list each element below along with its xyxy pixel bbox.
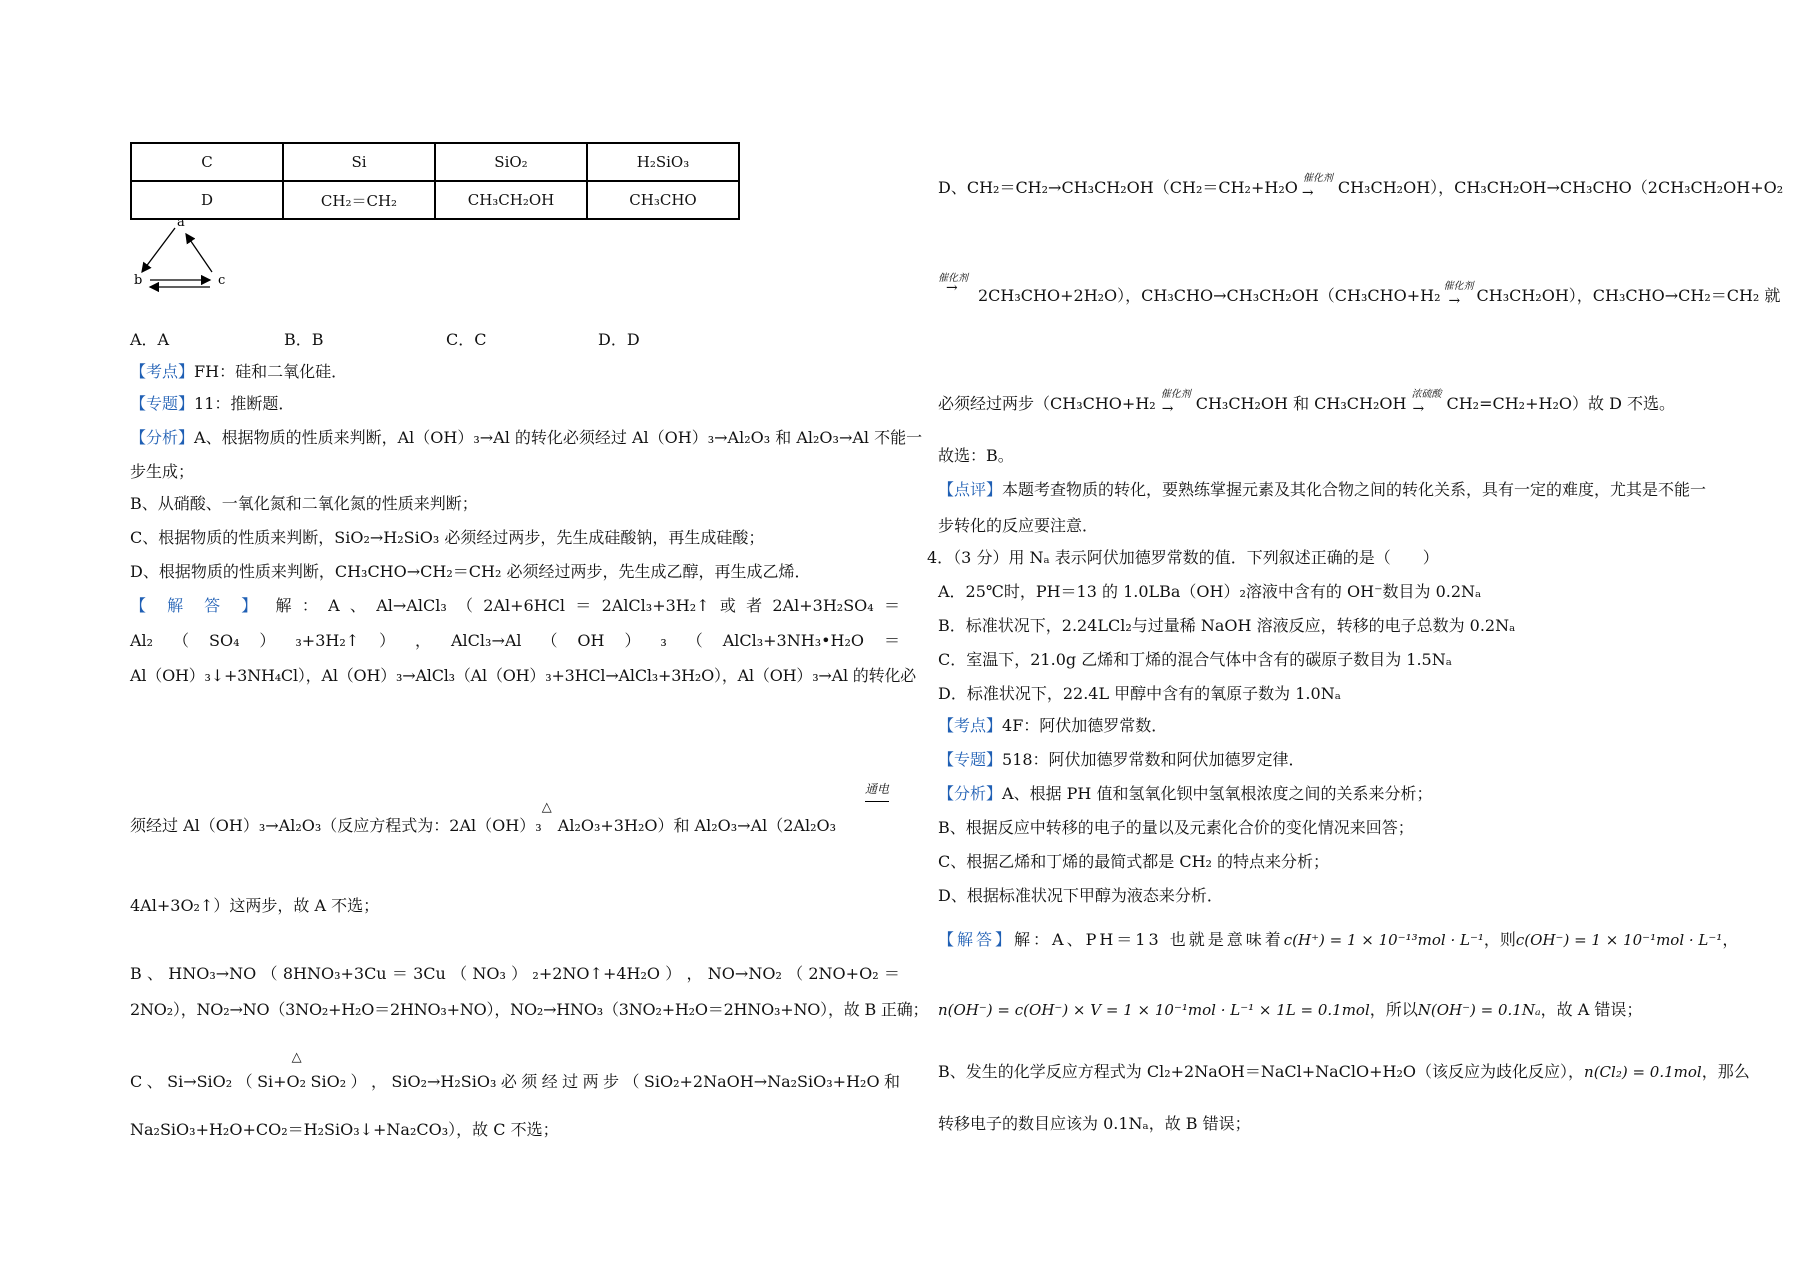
text-token: ，	[415, 631, 432, 650]
text-token: （	[173, 631, 190, 650]
text-token: （	[261, 964, 278, 983]
kaodian-line	[938, 716, 1167, 736]
table-cell: D	[131, 181, 283, 219]
jieda-line-4b: Al₂O₃+3H₂O）和 Al₂O₃→Al（2Al₂O₃	[557, 816, 837, 835]
text-token: 须	[521, 1072, 538, 1091]
zhuanti-tag: 【专题】	[130, 394, 195, 413]
electrolysis-label: 通电	[865, 779, 889, 802]
fenxi-c: C、根据物质的性质来判断，SiO₂→H₂SiO₃ 必须经过两步，先生成硅酸钠，再生成硅酸；	[130, 528, 765, 547]
text-token: 、	[146, 1072, 163, 1091]
text-token: ＝	[883, 631, 900, 650]
catalyst-label: 催化剂	[1443, 281, 1474, 292]
formula-cl2-moles: n(Cl₂) = 0.1mol	[1584, 1063, 1702, 1081]
fenxi-c: C、根据乙烯和丁烯的最简式都是 CH₂ 的特点来分析；	[938, 852, 1330, 871]
table-cell: H₂SiO₃	[587, 143, 739, 181]
right-line-3c: CH₂=CH₂+H₂O）故 D 不选。	[1446, 394, 1675, 413]
text-token: C	[130, 1072, 143, 1091]
zhuanti-text: 11：推断题．	[194, 394, 295, 413]
jieda-line-9: Na₂SiO₃+H₂O+CO₂＝H₂SiO₃↓+Na₂CO₃），故 C 不选；	[130, 1120, 559, 1139]
text-token: 者	[746, 596, 763, 615]
text-token: AlCl₃→Al	[451, 631, 522, 650]
jieda-text-1a: 解：A、PH＝13 也就是意味着	[1014, 930, 1284, 949]
guxuan: 故选：B。	[938, 446, 1014, 465]
text-token: （	[457, 596, 474, 615]
text-token: （	[686, 631, 703, 650]
heat-condition	[257, 1050, 307, 1092]
text-token: ₂+2NO↑+4H₂O	[532, 964, 661, 983]
conversion-table	[130, 142, 740, 220]
right-line-2a: 2CH₃CHO+2H₂O），CH₃CHO→CH₃CH₂OH（CH₃CHO+H₂	[978, 286, 1441, 305]
kaodian-text: 4F：阿伏加德罗常数．	[1002, 716, 1168, 735]
option-b: B．B	[284, 330, 324, 349]
text-token: Al₂	[130, 631, 154, 650]
jieda-line-1	[938, 930, 1738, 950]
table-cell: CH₂＝CH₂	[283, 181, 435, 219]
text-token: ₃+3H₂↑	[295, 631, 360, 650]
right-line-1: D、CH₂＝CH₂→CH₃CH₂OH（CH₂＝CH₂+H₂O 催化剂 → CH₃CH₂OH），CH₃CH₂OH→CH₃CHO（2CH₃CH₂OH+O₂	[938, 178, 1783, 198]
text-token: ：	[301, 596, 318, 615]
text-token: ＝	[883, 964, 900, 983]
formula-oh-moles: n(OH⁻) = c(OH⁻) × V = 1 × 10⁻¹mol · L⁻¹ × 1L = 0.1mol	[938, 1001, 1370, 1019]
kaodian-tag: 【考点】	[938, 716, 1003, 735]
text-token: 解	[275, 596, 292, 615]
catalyst-label: 催化剂	[1160, 389, 1191, 400]
text-token: 和	[883, 1072, 900, 1091]
right-line-3b: CH₃CH₂OH 和 CH₃CH₂OH	[1195, 394, 1407, 413]
text-token: 、	[147, 964, 164, 983]
table-cell: CH₃CH₂OH	[435, 181, 587, 219]
zhuanti-line	[130, 394, 294, 414]
text-token: 必	[500, 1072, 517, 1091]
text-token: AlCl₃+3NH₃•H₂O	[722, 631, 865, 650]
text-token: ）	[511, 964, 528, 983]
text-token: ）	[624, 631, 641, 650]
table-cell: SiO₂	[435, 143, 587, 181]
formula-oh-concentration: c(OH⁻) = 1 × 10⁻¹mol · L⁻¹	[1515, 931, 1723, 949]
fenxi-d: D、根据标准状况下甲醇为液态来分析．	[938, 886, 1223, 905]
fenxi-line	[938, 784, 1432, 804]
text-token: SiO₂→H₂SiO₃	[391, 1072, 497, 1091]
q4-option-b: B．标准状况下，2.24LCl₂与过量稀 NaOH 溶液反应，转移的电子总数为 0.2Nₐ	[938, 616, 1516, 635]
right-line-2b: CH₃CH₂OH），CH₃CHO→CH₂＝CH₂ 就	[1476, 286, 1781, 305]
right-line-2: → 2CH₃CHO+2H₂O），CH₃CHO→CH₃CH₂OH（CH₃CHO+H₂ 催化剂 → CH₃CH₂OH），CH₃CHO→CH₂＝CH₂ 就	[938, 286, 1780, 306]
text-token: HNO₃→NO	[168, 964, 257, 983]
jieda-tag: 【解答】	[938, 930, 1015, 949]
text-token: ＝	[575, 596, 592, 615]
jieda-line-8	[130, 1050, 900, 1092]
text-token: 经	[541, 1072, 558, 1091]
arrow-glyph: →	[946, 280, 958, 296]
text-token: SO₄	[208, 631, 240, 650]
heat-condition	[541, 800, 552, 836]
catalyst-label: 催化剂	[1302, 173, 1333, 184]
text-token: A	[328, 596, 340, 615]
zhuanti-line	[938, 750, 1305, 770]
fenxi-line	[130, 428, 922, 448]
option-c: C．C	[446, 330, 487, 349]
text-token: ）	[259, 631, 276, 650]
jieda-text-3b: ，那么	[1701, 1062, 1750, 1081]
jieda-line-5: 4Al+3O₂↑）这两步，故 A 不选；	[130, 896, 380, 915]
jieda-line-4: 转移电子的数目应该为 0.1Nₐ，故 B 错误；	[938, 1114, 1251, 1133]
catalyst-label: 催化剂	[938, 273, 968, 284]
arrow-c-to-a	[186, 234, 212, 272]
right-line-1b: CH₃CH₂OH），CH₃CH₂OH→CH₃CHO（2CH₃CH₂OH+O₂	[1337, 178, 1784, 197]
text-token: 2Al+6HCl	[483, 596, 566, 615]
jieda-text-2a: ，所以	[1369, 1000, 1418, 1019]
table-row	[131, 181, 739, 219]
jieda-tag: 【 解 答 】	[130, 596, 266, 615]
right-line-3a: 必须经过两步（CH₃CHO+H₂	[938, 394, 1156, 413]
text-token: 、	[349, 596, 366, 615]
text-token: 或	[719, 596, 736, 615]
text-token: Si+O₂	[257, 1072, 307, 1091]
text-token: （	[236, 1072, 253, 1091]
heat-symbol: △	[291, 1050, 302, 1065]
fenxi-a: A、根据 PH 值和氢氧化钡中氢氧根浓度之间的关系来分析；	[1002, 784, 1433, 803]
jieda-line-6	[130, 964, 900, 984]
node-b: b	[134, 273, 143, 288]
fenxi-a2: 步生成；	[130, 462, 195, 481]
right-line-3: 必须经过两步（CH₃CHO+H₂ 催化剂 → CH₃CH₂OH 和 CH₃CH₂OH 浓硫酸 → CH₂=CH₂+H₂O）故 D 不选。	[938, 394, 1675, 414]
kaodian-text: FH：硅和二氧化硅．	[194, 362, 348, 381]
arrow-a-to-b	[142, 228, 175, 272]
text-token: 步	[603, 1072, 620, 1091]
jieda-line-1	[130, 596, 900, 616]
jieda-line-7: 2NO₂），NO₂→NO（3NO₂+H₂O＝2HNO₃+NO），NO₂→HNO₃（3NO₂+H₂O＝2HNO₃+NO），故 B 正确；	[130, 1000, 929, 1019]
jieda-line-2	[130, 631, 900, 651]
text-token: 过	[562, 1072, 579, 1091]
formula-oh-count: N(OH⁻) = 0.1Nₐ	[1417, 1001, 1541, 1019]
table-cell: CH₃CHO	[587, 181, 739, 219]
jieda-line-4	[130, 800, 837, 836]
text-token: ＝	[391, 964, 408, 983]
text-token: ₃	[660, 631, 667, 650]
q4-option-c: C．室温下，21.0g 乙烯和丁烯的混合气体中含有的碳原子数目为 1.5Nₐ	[938, 650, 1452, 669]
jieda-text-3a: B、发生的化学反应方程式为 Cl₂+2NaOH＝NaCl+NaClO+H₂O（该反应为歧化反应），	[938, 1062, 1585, 1081]
fenxi-tag: 【分析】	[130, 428, 195, 447]
right-line-1a: D、CH₂＝CH₂→CH₃CH₂OH（CH₂＝CH₂+H₂O	[938, 178, 1298, 197]
q4-option-a: A．25℃时，PH＝13 的 1.0LBa（OH）₂溶液中含有的 OH⁻数目为 0.2Nₐ	[938, 582, 1482, 601]
text-token: ＝	[883, 596, 900, 615]
text-token: 2Al+3H₂SO₄	[772, 596, 874, 615]
zhuanti-tag: 【专题】	[938, 750, 1003, 769]
node-a: a	[177, 216, 185, 230]
text-token: ）	[379, 631, 396, 650]
acid-label: 浓硫酸	[1411, 389, 1442, 400]
jieda-line-3: Al（OH）₃↓+3NH₄Cl），Al（OH）₃→AlCl₃（Al（OH）₃+3HCl→AlCl₃+3H₂O），Al（OH）₃→Al 的转化必	[130, 666, 916, 685]
jieda-text-1c: ，	[1722, 930, 1739, 949]
text-token: SiO₂	[310, 1072, 347, 1091]
answer-options	[130, 330, 640, 350]
text-token: 2AlCl₃+3H₂↑	[601, 596, 710, 615]
text-token: Al→AlCl₃	[376, 596, 447, 615]
text-token: B	[130, 964, 142, 983]
question-4: 4．（3 分）用 Nₐ 表示阿伏加德罗常数的值．下列叙述正确的是（ ）	[927, 548, 1439, 567]
text-token: （	[541, 631, 558, 650]
triangle-diagram	[130, 216, 240, 296]
text-token: 8HNO₃+3Cu	[282, 964, 387, 983]
text-token: 两	[582, 1072, 599, 1091]
option-d: D．D	[598, 330, 640, 349]
jieda-text-2b: ，故 A 错误；	[1540, 1000, 1643, 1019]
text-token: OH	[577, 631, 605, 650]
table-cell: Si	[283, 143, 435, 181]
formula-h-concentration: c(H⁺) = 1 × 10⁻¹³mol · L⁻¹	[1283, 931, 1484, 949]
fenxi-b: B、从硝酸、一氧化氮和二氧化氮的性质来判断；	[130, 494, 478, 513]
jieda-line-3	[938, 1062, 1750, 1082]
text-token: （	[787, 964, 804, 983]
text-token: Si→SiO₂	[167, 1072, 233, 1091]
text-token: NO→NO₂	[707, 964, 782, 983]
fenxi-d: D、根据物质的性质来判断，CH₃CHO→CH₂＝CH₂ 必须经过两步，先生成乙醇，再生成乙烯．	[130, 562, 811, 581]
text-token: 3Cu	[413, 964, 446, 983]
dianping-line	[938, 480, 1706, 500]
text-token: ，	[370, 1072, 387, 1091]
node-c: c	[218, 273, 226, 288]
zhuanti-text: 518：阿伏加德罗常数和阿伏加德罗定律．	[1002, 750, 1305, 769]
dianping-tag: 【点评】	[938, 480, 1003, 499]
text-token: ）	[350, 1072, 367, 1091]
jieda-text-1b: ，则	[1483, 930, 1516, 949]
heat-symbol: △	[541, 800, 552, 815]
electrolysis-condition	[865, 778, 889, 802]
text-token: SiO₂+2NaOH→Na₂SiO₃+H₂O	[643, 1072, 880, 1091]
jieda-line-2	[938, 1000, 1642, 1020]
fenxi-tag: 【分析】	[938, 784, 1003, 803]
table-cell: C	[131, 143, 283, 181]
jieda-line-4a: 须经过 Al（OH）₃→Al₂O₃（反应方程式为：2Al（OH）₃	[130, 816, 542, 835]
option-a: A．A	[130, 330, 170, 349]
kaodian-tag: 【考点】	[130, 362, 195, 381]
dianping-text: 本题考查物质的转化，要熟练掌握元素及其化合物之间的转化关系，具有一定的难度，尤其是不能一	[1002, 480, 1707, 499]
table-row	[131, 143, 739, 181]
q4-option-d: D．标准状况下，22.4L 甲醇中含有的氧原子数为 1.0Nₐ	[938, 684, 1341, 703]
text-token: NO₃	[472, 964, 506, 983]
text-token: ，	[686, 964, 703, 983]
text-token: ）	[665, 964, 682, 983]
dianping-2: 步转化的反应要注意．	[938, 516, 1099, 535]
text-token: （	[623, 1072, 640, 1091]
fenxi-b: B、根据反应中转移的电子的量以及元素化合价的变化情况来回答；	[938, 818, 1414, 837]
fenxi-a1: A、根据物质的性质来判断，Al（OH）₃→Al 的转化必须经过 Al（OH）₃→Al₂O₃ 和 Al₂O₃→Al 不能一	[194, 428, 923, 447]
kaodian-line	[130, 362, 347, 382]
text-token: 2NO+O₂	[808, 964, 879, 983]
text-token: （	[451, 964, 468, 983]
